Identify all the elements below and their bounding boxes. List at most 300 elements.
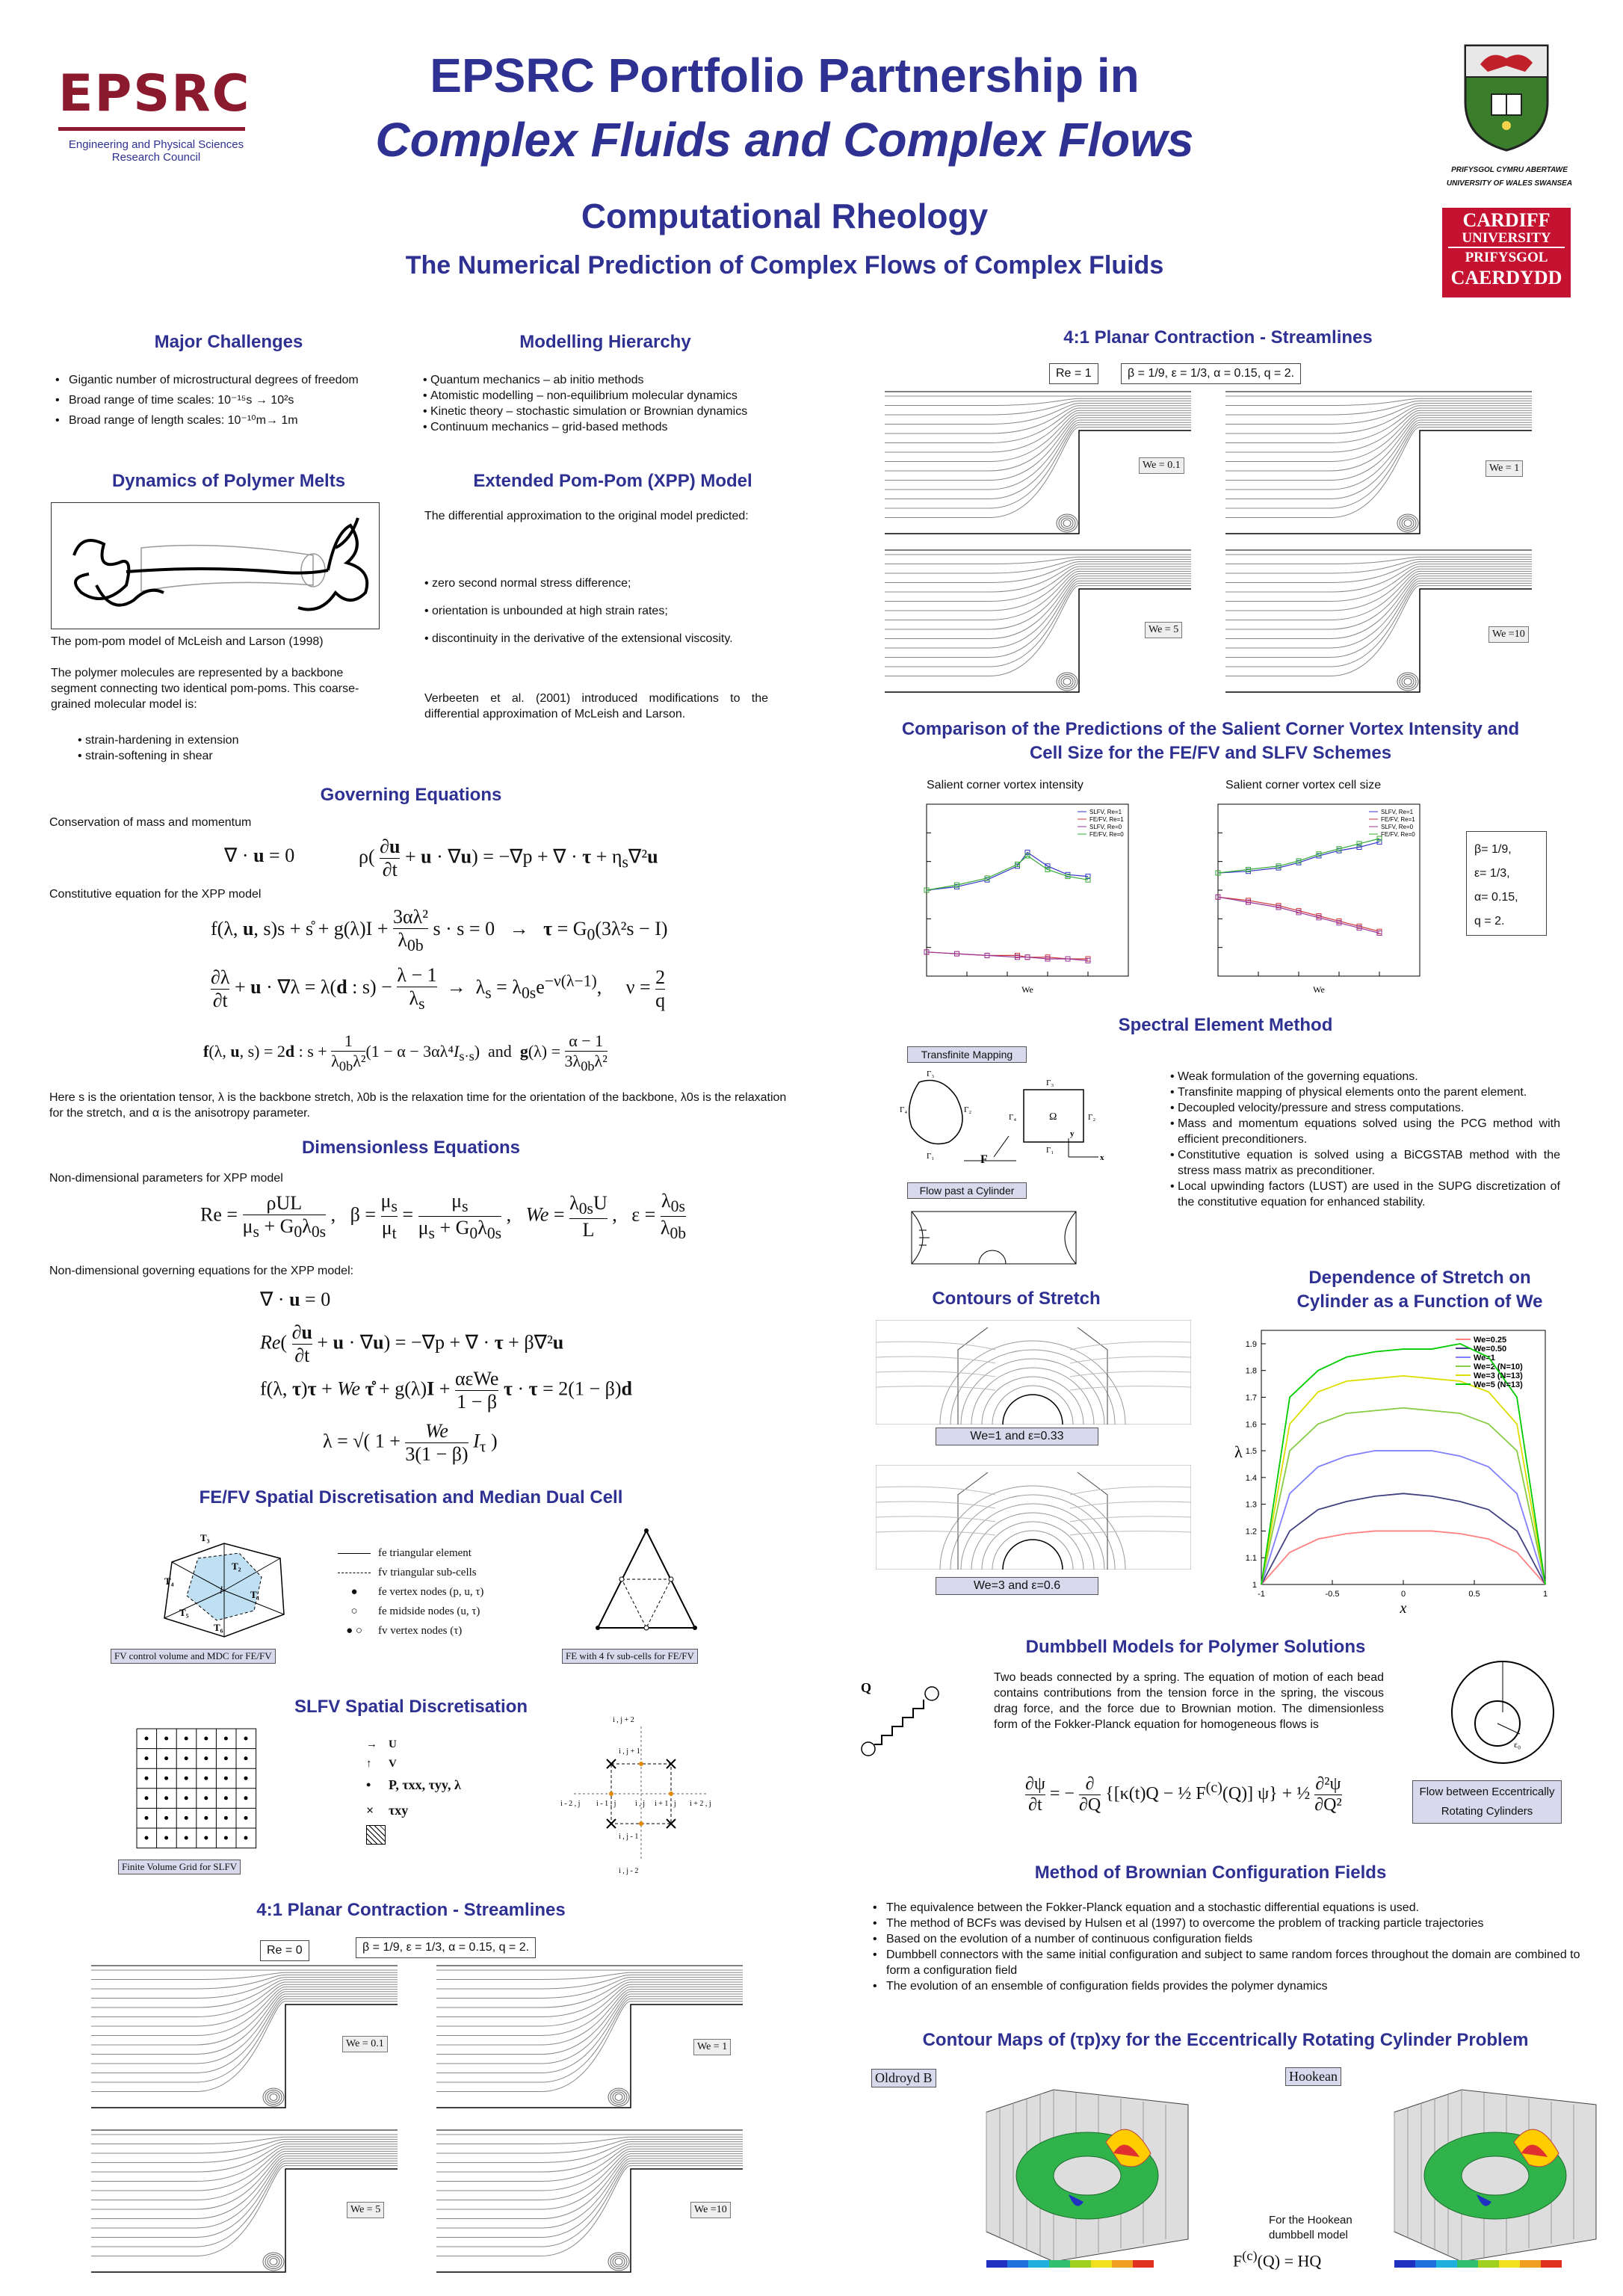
pom-pom-figure [51,502,380,629]
dumbbell-figure [853,1682,943,1764]
y-axis-label: λ [1234,1442,1243,1461]
streamline [91,2142,398,2163]
svg-text:Q: Q [861,1682,872,1695]
list-item: • orientation is unbounded at high strain rates; [424,603,768,619]
channel-wall [1225,589,1532,692]
streamline [885,410,1191,452]
streamline [1225,564,1532,592]
legend-entry: We=0.50 [1474,1345,1507,1354]
cardiff-line4: CAERDYDD [1450,267,1562,288]
cardiff-line3: PRIFYSGOL [1465,250,1548,265]
list-item: • Weak formulation of the governing equations. [1170,1069,1560,1084]
streamlines-left-re: Re = 0 [260,1940,309,1961]
streamline [436,1978,743,1999]
corner-vortex [1397,514,1418,532]
hookean-surface-plot [1372,2082,1604,2269]
swansea-english: UNIVERSITY OF WALES SWANSEA [1446,179,1573,188]
governing-title: Governing Equations [320,785,502,805]
svg-text:Γ₃: Γ₃ [927,1070,935,1078]
streamline [91,1978,398,1999]
streamline-panel [91,1964,398,2114]
cell-centre-node [145,1836,149,1840]
caption-line: Rotating Cylinders [1441,1805,1533,1818]
svg-text:i + 1 , j: i + 1 , j [655,1800,676,1808]
streamline [885,564,1191,592]
streamlines-left-title: 4:1 Planar Contraction - Streamlines [256,1900,566,1920]
streamline [436,2142,743,2163]
list-item: • Atomistic modelling – non-equilibrium molecular dynamics [423,388,819,404]
cell-centre-node [145,1777,149,1780]
dumbbell-text: Two beads connected by a spring. The equation of motion of each bead contains contributions from the tension force in the spring, the viscous drag force, and the force due to Brownian motion. The dimensionless form of the Fokker-Planck equation for homogeneous flows is [994,1671,1384,1731]
streamline [436,2137,743,2144]
poster-tagline: The Numerical Prediction of Complex Flows of Complex Fluids [405,251,1164,280]
legend-entry: FE/FV, Re=1 [1381,816,1415,823]
cell-centre-node [224,1836,228,1840]
param: q = 2. [1474,915,1505,928]
epsrc-logo [58,64,260,169]
cell-centre-node [244,1836,248,1840]
list-item: • Dumbbell connectors with the same initial configuration and subject to same random forces throughout the domain are combined to form a configuration field [867,1947,1584,1978]
cell-centre-node [145,1796,149,1800]
y-tick-label: 1 [1252,1581,1257,1590]
list-item: • Transfinite mapping of physical elements onto the parent element. [1170,1084,1560,1100]
we-label: We = 5 [1145,622,1182,638]
corner-vortex [1057,673,1078,691]
comparison-title-line1: Comparison of the Predictions of the Salient Corner Vortex Intensity and [901,719,1520,739]
svg-text:i - 2 , j: i - 2 , j [560,1800,581,1808]
cell-centre-node [224,1737,228,1741]
svg-text:i , j + 2: i , j + 2 [613,1716,634,1724]
pom-pom-description: The polymer molecules are represented by a backbone segment connecting two identical pom-poms. This coarse-grained molecular model is: [51,667,359,711]
streamline [1225,583,1532,667]
streamline [1225,569,1532,611]
streamline [436,1996,743,2073]
swansea-crest [1462,42,1551,154]
legend-entry: We=0.25 [1474,1336,1507,1345]
y-tick-label: 1.6 [1245,1420,1257,1430]
oldroyd-label: Oldroyd B [871,2069,936,2087]
legend-entry: FE/FV, Re=1 [1089,816,1124,823]
fefv-title: FE/FV Spatial Discretisation and Median Dual Cell [199,1487,623,1507]
streamline-panel [1225,390,1532,540]
cell-centre-node [145,1737,149,1741]
legend-label: fe vertex nodes (p, u, τ) [378,1586,484,1598]
legend-entry: SLFV, Re=0 [1381,824,1414,830]
streamline [436,1980,743,2008]
modelling-hierarchy-list [423,372,819,435]
modelling-hierarchy-title: Modelling Hierarchy [519,332,691,352]
svg-text:l: l [220,1585,223,1596]
streamline [885,398,1191,405]
epsrc-logo-text: EPSRC [58,64,251,123]
svg-text:Γ₂: Γ₂ [1088,1113,1096,1122]
xpp-outro: Verbeeten et al. (2001) introduced modifications to the differential approximation of McLeish and Larson. [424,692,768,720]
dimensionless-parameters: Re = ρUL $\mu_s + G_0\lambda_{0s}$ , β = $\frac{\mu_s}{\mu_t}$ = $\frac{\mu_s}{\mu_s + G_0\lambda_{0s}}$ , We = $\frac{\lambda_{0s}U}{L}$ , ε = $\frac{\lambda_{0s}}{\lambda_{0b}}$ [200,1190,687,1243]
hookean-force-law: $F^{(c)}(Q)$ = HQ [1233,2248,1322,2271]
continuity-equation: ∇ · u = 0 [224,845,295,866]
contour-frame [876,1320,1191,1425]
inner-cylinder [1054,2156,1121,2195]
slfv-legend: → U ↑ V • P, τxx, τyy, λ × τxy [366,1738,531,1845]
cell-centre-node [185,1836,188,1840]
cell-centre-node [204,1737,208,1741]
y-tick-label: 1.8 [1245,1366,1257,1376]
corner-vortex [263,2088,284,2106]
streamlines-left-params: β = 1/9, ε = 1/3, α = 0.15, q = 2. [356,1937,536,1958]
cell-centre-node [145,1816,149,1820]
hookean-label: Hookean [1285,2067,1341,2086]
streamline [436,2161,743,2237]
svg-text:T₅: T₅ [179,1607,189,1618]
corner-vortex [608,2088,629,2106]
legend-label: τxy [389,1803,409,1818]
colorbar-swatch [1112,2260,1133,2268]
governing-note: Here s is the orientation tensor, λ is the backbone stretch, λ0b is the relaxation time for the orientation of the backbone, λ0s is the relaxation for the stretch, and α is the anisotropy parameter. [49,1091,787,1120]
channel-wall [885,589,1191,692]
major-challenges-title: Major Challenges [154,332,303,352]
x-tick-label: -0.5 [1325,1590,1340,1599]
channel-wall [1225,430,1532,534]
fe-subcells-figure [590,1525,702,1637]
hatched-cell-icon [366,1825,386,1845]
svg-text:Γ₄: Γ₄ [900,1105,908,1114]
streamline-panel [885,549,1191,698]
contour-caption-top: We=1 and ε=0.33 [936,1428,1098,1445]
we-label: We = 1 [693,2039,731,2055]
brownian-list [867,1900,1584,1994]
cell-centre-node [204,1836,208,1840]
contour-maps-title: Contour Maps of (τp)xy for the Eccentrically Rotating Cylinder Problem [922,2030,1529,2050]
corner-vortex [615,2094,622,2101]
fefv-legend: fe triangular element fv triangular sub-cells ● fe vertex nodes (p, u, τ) ○ fe midside nodes (u, τ) ● ○ fv vertex nodes (τ) [338,1547,562,1644]
cell-centre-node [164,1756,168,1760]
colorbar-swatch [1415,2260,1436,2268]
median-dual-cell-figure [149,1532,299,1644]
colorbar [986,2260,1154,2268]
streamline [91,1996,398,2073]
svg-text:Γ₁: Γ₁ [927,1152,935,1161]
y-tick-label: 1.2 [1245,1527,1257,1537]
streamline [436,1972,743,1979]
vortex-intensity-label: Salient corner vortex intensity [927,779,1083,791]
svg-text:T₁: T₁ [250,1589,260,1600]
y-tick-label: 1.9 [1245,1339,1257,1349]
legend-label: fv triangular sub-cells [378,1567,477,1578]
pom-pom-properties [78,732,347,764]
cylinder-figure [904,1208,1083,1268]
x-tick-label: -1 [1258,1590,1265,1599]
streamline-panel [91,2129,398,2278]
svg-text:Ω: Ω [1049,1111,1057,1123]
channel-wall [91,2005,398,2108]
streamline [1225,557,1532,564]
list-item: • The method of BCFs was devised by Hulsen et al (1997) to overcome the problem of tracking particle trajectories [867,1916,1584,1931]
corner-vortex [1404,520,1412,527]
channel-wall [91,2169,398,2272]
streamline [1225,586,1532,676]
corner-vortex [1057,514,1078,532]
streamline [885,562,1191,583]
legend-entry: We=2 (N=10) [1474,1363,1523,1371]
svg-text:i + 2 , j: i + 2 , j [690,1800,711,1808]
cell-centre-node [204,1796,208,1800]
streamlines-right-title: 4:1 Planar Contraction - Streamlines [1063,327,1373,348]
cell-centre-node [244,1777,248,1780]
cell-centre-node [185,1737,188,1741]
list-item: • Local upwinding factors (LUST) are used in the SUPG discretization of the constitutive equation for enhanced stability. [1170,1179,1560,1210]
svg-text:Γ₂: Γ₂ [964,1105,972,1114]
svg-text:i , j: i , j [635,1800,646,1808]
list-item: • Kinetic theory – stochastic simulation or Brownian dynamics [423,404,819,419]
y-tick-label: 1.7 [1245,1393,1257,1403]
svg-text:F: F [980,1153,988,1166]
polymer-melts-title: Dynamics of Polymer Melts [111,471,346,491]
governing-l1: Conservation of mass and momentum [49,816,252,829]
list-item: • Mass and momentum equations solved using the PCG method with efficient preconditioners. [1170,1116,1560,1147]
streamline [436,1984,743,2026]
fe-subcells-caption: FE with 4 fv sub-cells for FE/FV [562,1649,698,1664]
slfv-stencil-figure [559,1712,723,1876]
epsrc-logo-bar [58,127,245,131]
svg-text:i , j - 2: i , j - 2 [619,1867,639,1875]
streamline [91,2149,398,2191]
streamlines-right-re: Re = 1 [1049,363,1098,384]
streamline [91,1984,398,2026]
spectral-list [1170,1069,1560,1210]
slfv-grid-figure [133,1725,260,1852]
list-item: • discontinuity in the derivative of the extensional viscosity. [424,631,768,646]
momentum-equation: ρ( $\frac{\partial u}{\partial t}$ + u · ∇u) = −∇p + ∇ · $\tau + \eta_s\nabla^2u$ [359,836,658,880]
streamline [436,2144,743,2172]
cell-centre-node [224,1756,228,1760]
svg-text:y: y [1070,1129,1075,1138]
stretch-contour-top [876,1320,1191,1425]
list-item: • Based on the evolution of a number of continuous configuration fields [867,1931,1584,1947]
channel-wall [436,2005,743,2108]
cell-centre-node [164,1777,168,1780]
streamline [885,404,1191,425]
stretch-contour-bottom [876,1465,1191,1570]
stretch-chart [1225,1323,1562,1622]
x-axis-label: We [1313,984,1325,995]
cell-centre-node [185,1816,188,1820]
transfinite-figure [897,1067,1121,1172]
cell-centre-node [164,1836,168,1840]
we-label: We = 1 [1486,460,1523,477]
cell-centre-node [204,1816,208,1820]
legend-label: U [389,1738,397,1750]
legend-entry: FE/FV, Re=0 [1381,831,1415,838]
svg-text:ε₀: ε₀ [1514,1739,1521,1750]
slfv-title: SLFV Spatial Discretisation [294,1697,528,1717]
poster-subtitle: Computational Rheology [581,197,989,235]
dimensionless-l2: Non-dimensional governing equations for the XPP model: [49,1265,354,1277]
cell-centre-node [145,1756,149,1760]
streamline [1225,562,1532,583]
streamline [885,581,1191,657]
colorbar [1394,2260,1562,2268]
cylinder-caption: Flow past a Cylinder [907,1182,1027,1199]
contour-caption-bottom: We=3 and ε=0.6 [936,1577,1098,1595]
major-challenges-list [49,372,378,428]
legend-label: fe midside nodes (u, τ) [378,1605,480,1617]
vortex-size-plot [1196,797,1435,999]
corner-vortex [263,2253,284,2271]
nd-momentum: Re( $\frac{\partial u}{\partial t}$ + u · ∇u) = −∇p + ∇ · τ + β∇²u [260,1321,564,1366]
legend-entry: SLFV, Re=1 [1089,809,1122,815]
dimensionless-title: Dimensionless Equations [301,1138,521,1158]
oldroyd-surface-plot [964,2082,1196,2269]
cell-centre-node [185,1756,188,1760]
pom-pom-citation: The pom-pom model of McLeish and Larson (1998) [51,635,324,648]
colorbar-swatch [1049,2260,1070,2268]
legend-label: fe triangular element [378,1547,472,1559]
stretch-chart-title-2: Cylinder as a Function of We [1296,1292,1543,1312]
corner-vortex [1404,679,1412,685]
tri-label: T₃ [200,1532,210,1543]
legend-entry: We=5 (N=13) [1474,1380,1523,1389]
fv-control-volume-caption: FV control volume and MDC for FE/FV [111,1649,276,1664]
list-item: • Constitutive equation is solved using a BiCGSTAB method with the stress mass matrix as preconditioner. [1170,1147,1560,1179]
list-item: • The equivalence between the Fokker-Planck equation and a stochastic differential equations is used. [867,1900,1584,1916]
corner-vortex [1063,520,1071,527]
vortex-intensity-plot [904,797,1136,999]
cell-centre-node [204,1756,208,1760]
comparison-title-line2: Cell Size for the FE/FV and SLFV Schemes [1029,743,1392,763]
corner-vortex [1063,679,1071,685]
list-item: • Decoupled velocity/pressure and stress computations. [1170,1100,1560,1116]
cell-centre-node [185,1796,188,1800]
contour-frame [876,1465,1191,1570]
x-axis-label: x [1400,1600,1407,1617]
stretch-equation: $\frac{\partial\lambda}{\partial t}$ + u · ∇λ = λ(d : s) − $\frac{\lambda - 1}{\lambda_s}$ → $\lambda_s = \lambda_{0s}e^{-\nu(\lambda-1)}$, ν = $\frac{2}{q}$ [211,964,666,1013]
channel-wall [885,430,1191,534]
fokker-planck-equation: $\frac{\partial\psi}{\partial t}$ = − ∂ ∂Q {[κ(t)Q − ½ $F^{(c)}(Q)$] ψ} + ½ $\frac{\text{∂²ψ}}{\text{∂Q²}}$ [1025,1774,1342,1815]
svg-text:T₄: T₄ [164,1576,174,1587]
cell-centre-node [164,1796,168,1800]
x-tick-label: 0 [1400,1590,1406,1599]
nd-continuity: ∇ · u = 0 [260,1289,331,1310]
y-tick-label: 1.4 [1245,1473,1257,1483]
param: α= 0.15, [1474,891,1518,904]
colorbar-swatch [1028,2260,1049,2268]
poster-title-line1: EPSRC Portfolio Partnership in [430,49,1140,102]
streamline [91,2144,398,2172]
streamline [91,2137,398,2144]
streamline-panel [436,2129,743,2278]
legend-entry: We=1 [1474,1354,1495,1363]
hookean-note-2: dumbbell model [1269,2229,1348,2241]
eccentric-cylinder-figure [1447,1656,1559,1768]
cell-centre-node [244,1756,248,1760]
legend-entry: FE/FV, Re=0 [1089,831,1124,838]
comparison-params-box [1466,831,1547,936]
list-item: • strain-softening in shear [78,748,347,764]
xpp-intro: The differential approximation to the original model predicted: [424,510,749,522]
param: β= 1/9, [1474,843,1512,856]
legend-entry: SLFV, Re=1 [1381,809,1414,815]
streamline [1225,406,1532,433]
streamline-panel [436,1964,743,2114]
colorbar-swatch [1457,2260,1478,2268]
legend-label: V [389,1758,397,1770]
colorbar-swatch [1394,2260,1415,2268]
governing-l2: Constitutive equation for the XPP model [49,888,262,901]
inner-cylinder [1462,2156,1529,2195]
streamline [885,569,1191,611]
we-label: We =10 [1488,626,1529,643]
xpp-constitutive-equation: f(λ, u, s)s + s̊ + g(λ)I + $\frac{\text{3αλ²}}{\lambda_{0b}}$ $s \cdot s = 0 \to \tau = G_0(3\lambda^2s - I)$ [211,906,668,955]
slfv-grid-caption: Finite Volume Grid for SLFV [118,1860,241,1874]
contours-title: Contours of Stretch [932,1289,1101,1309]
colorbar-swatch [1133,2260,1154,2268]
vortex-size-label: Salient corner vortex cell size [1225,779,1382,791]
streamlines-right-params: β = 1/9, ε = 1/3, α = 0.15, q = 2. [1121,363,1301,384]
cell-centre-node [164,1816,168,1820]
colorbar-swatch [1520,2260,1541,2268]
streamline [1225,404,1532,425]
colorbar-swatch [1091,2260,1112,2268]
transfinite-caption: Transfinite Mapping [907,1046,1027,1063]
streamline [91,1972,398,1979]
dumbbell-title: Dumbbell Models for Polymer Solutions [1025,1637,1366,1657]
corner-vortex [615,2259,622,2265]
cell-centre-node [204,1777,208,1780]
streamline [1225,398,1532,405]
xpp-list [424,575,768,646]
xpp-title: Extended Pom-Pom (XPP) Model [473,471,752,491]
brownian-title: Method of Brownian Configuration Fields [1034,1863,1387,1883]
cell-centre-node [185,1777,188,1780]
cardiff-line2: UNIVERSITY [1448,230,1565,248]
corner-vortex [1397,673,1418,691]
streamline-panel [1225,549,1532,698]
streamline [1225,410,1532,452]
x-axis-label: We [1021,984,1033,995]
corner-vortex [270,2259,277,2265]
list-item: • Broad range of length scales: 10⁻¹⁰m→ 1m [49,413,378,428]
param: ε= 1/3, [1474,867,1510,880]
cell-centre-node [224,1777,228,1780]
dimensionless-l1: Non-dimensional parameters for XPP model [49,1172,283,1185]
corner-vortex [270,2094,277,2101]
x-tick-label: 1 [1542,1590,1548,1599]
legend-entry: We=3 (N=13) [1474,1371,1523,1380]
colorbar-swatch [1478,2260,1499,2268]
legend-label: P, τxx, τyy, λ [389,1777,461,1792]
y-tick-label: 1.3 [1245,1500,1257,1510]
svg-text:i - 1 , j: i - 1 , j [596,1800,616,1808]
channel-wall [436,2169,743,2272]
legend-label: fv vertex nodes (τ) [378,1625,463,1637]
colorbar-swatch [1007,2260,1028,2268]
svg-text:Γ₄: Γ₄ [1009,1113,1017,1122]
colorbar-swatch [986,2260,1007,2268]
cell-centre-node [244,1737,248,1741]
cell-centre-node [224,1816,228,1820]
poster-title-line2: Complex Fluids and Complex Flows [375,113,1194,167]
cell-centre-node [164,1737,168,1741]
corner-vortex [608,2253,629,2271]
caption-line: Flow between Eccentrically [1419,1786,1555,1798]
colorbar-swatch [1436,2260,1457,2268]
nd-lambda: λ = √( 1 + $\frac{We}{3(1 - \beta)}$ $I_\tau$ ) [323,1420,498,1465]
svg-text:x: x [1100,1153,1104,1162]
list-item: • Gigantic number of microstructural degrees of freedom [49,372,378,388]
we-label: We = 5 [347,2202,384,2218]
we-label: We = 0.1 [1139,457,1184,474]
we-label: We = 0.1 [342,2036,388,2052]
